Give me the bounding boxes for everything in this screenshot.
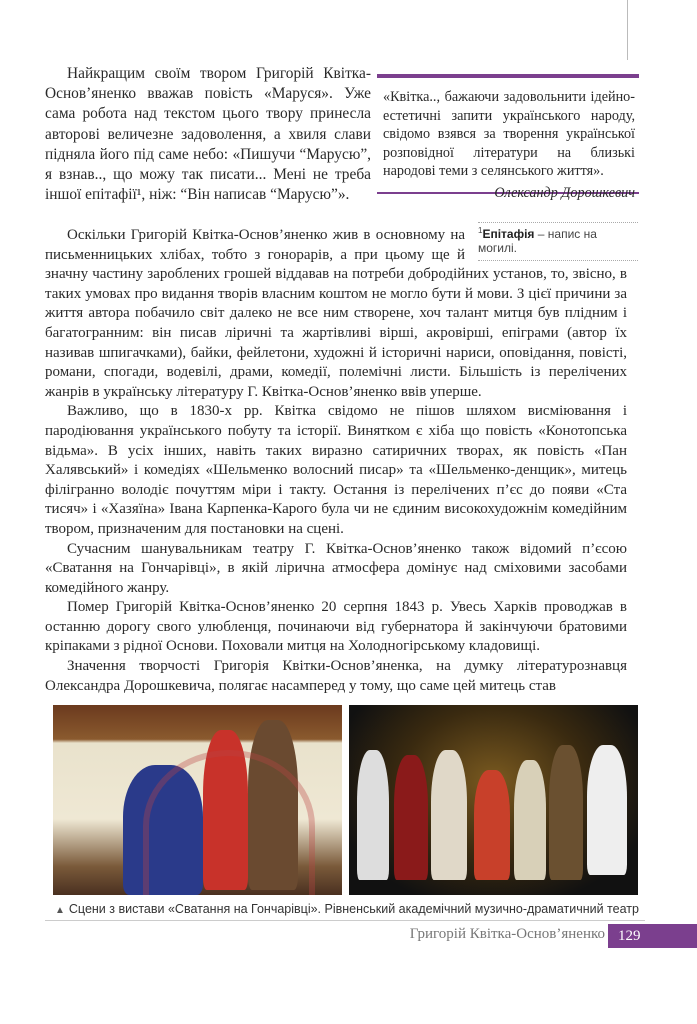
quote-text: «Квітка.., бажаючи задовольнити ідейно-естетичні запити українського народу, свідомо взявся за творення української розповідної літератури на близькі народові теми з селянського життя».: [383, 89, 635, 180]
caption-text: Сцени з вистави «Сватання на Гончарівці». Рівненський академічний музично-драматичний театр: [68, 902, 639, 916]
footnote-term: Епітафія: [482, 227, 535, 241]
triangle-marker-icon: ▲: [55, 905, 65, 916]
quote-author: Олександр Дорошкевич: [494, 184, 635, 201]
footnote-definition: – напис на могилі.: [478, 227, 597, 255]
paragraph-2: Оскільки Григорій Квітка-Основ’яненко жив в основному на письменницьких хлібах, тобто з гонорарів, а при цьому ще й значну частину зароблених грошей віддавав на потреби добродійних установ, то, звісно, в таких умовах про видання творів власним коштом не могло бути й мови. З цієї причини за життя автора побачило світ далеко не все ним створене, хоч талант митця був плідним і багатогранним: він писав ліричні та жартівливі вірші, акровірші, епіграми (автор їх називав шпигачками), байки, фейлетони, художні й історичні нариси, оповідання, повісті, романи, спогади, водевілі, драми, комедії, полемічні листи. Більшість із перелічених жанрів в українську літературу Г. Квітка-Основ’яненко ввів уперше.: [45, 227, 627, 400]
footnote-number: 1: [478, 226, 483, 235]
paragraph-6: Значення творчості Григорія Квітки-Основ’яненка, на думку літературознавця Олександра Дорошкевича, полягає насамперед у тому, що саме цей митець став: [45, 658, 627, 694]
margin-rule: [627, 0, 628, 60]
body-text: [45, 226, 627, 696]
theatre-photo-2: [349, 705, 638, 895]
paragraph-1: Найкращим своїм твором Григорій Квітка-Основ’яненко вважав повість «Маруся». Уже сама робота над текстом цього твору принесла авторові величезне задоволення, а хвиля слави підняла його під саме небо: «Пишучи “Марусю”, я взнав.., що можу так писати... Мені не треба іншої епітафії¹, ніж: “Він написав “Марусю”».: [45, 65, 371, 204]
running-title: Григорій Квітка-Основ’яненко: [409, 926, 605, 942]
figure-caption: [55, 902, 639, 916]
paragraph-4: Сучасним шанувальникам театру Г. Квітка-Основ’яненко також відомий п’єсою «Сватання на Гончарівці», в якій лірична атмосфера домінує над сміховими засобами комедійного жанру.: [45, 540, 627, 596]
footer-divider: [45, 920, 645, 921]
footnote: [478, 222, 638, 261]
theatre-photo-1: [53, 705, 342, 895]
paragraph-5: Помер Григорій Квітка-Основ’яненко 20 серпня 1843 р. Увесь Харків проводжав в останню дорогу свого улюбленця, починаючи від губернатора й закінчуючи братовими кріпаками з рідної Основи. Поховали митця на Холодногірському кладовищі.: [45, 599, 627, 655]
quote-box: [377, 74, 639, 201]
page-number: 129: [608, 924, 697, 948]
paragraph-3: Важливо, що в 1830-х рр. Квітка свідомо не пішов шляхом висміювання і пародіювання українського побуту та історії. Винятком є хіба що повість «Конотопська відьма». В усіх інших, навіть таких виразно сатиричних творах, як повість «Пан Халявський» і комедіях «Шельменко волосний писар» та «Шельменко-денщик», митець філігранно володіє почуттям міри і такту. Остання із перелічених п’єс до появи «Ста тисяч» і «Хазяїна» Івана Карпенка-Карого була чи не єдиним високохудожнім комедійним твором, призначеним для постановки на сцені.: [45, 403, 627, 537]
